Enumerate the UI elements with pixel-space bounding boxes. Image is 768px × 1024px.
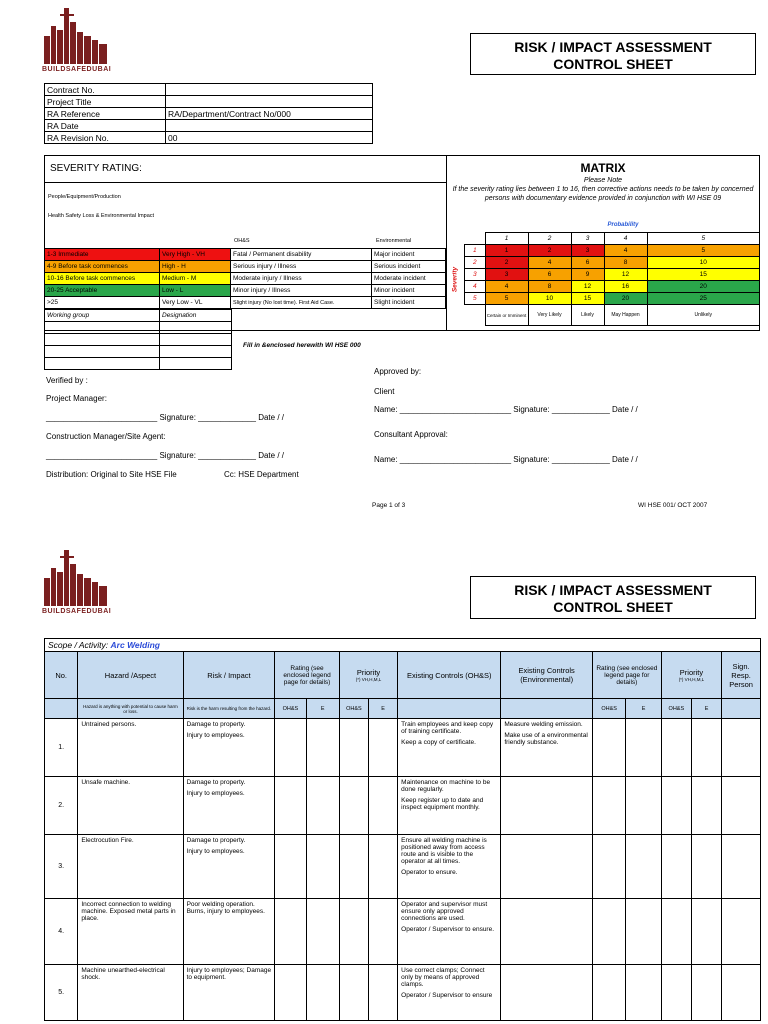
ra-subheader-row: [45, 699, 761, 719]
risk-cell-line: Poor welding operation. Burns, injury to employees.: [186, 901, 265, 915]
controls-env-cell: [501, 965, 593, 1021]
rating-cell: [691, 965, 721, 1021]
matrix-cell: 6: [528, 269, 571, 281]
title-line2: CONTROL SHEET: [553, 599, 673, 615]
hdr-priority-label: Priority: [356, 668, 381, 677]
client-name-line[interactable]: Name: _________________________ Signature: _____________ Date / /: [374, 405, 638, 414]
sev-level: High - H: [160, 261, 231, 273]
scope-value: Arc Welding: [110, 640, 160, 650]
rating-cell: [626, 719, 661, 777]
scope-cell: [45, 639, 761, 652]
controls-ohs-cell: [398, 719, 501, 777]
sub-ohs: OH&S: [593, 699, 626, 719]
risk-note: Risk is the harm resulting from the hazard.: [183, 699, 275, 719]
cm-signature-line[interactable]: _________________________ Signature: _____________ Date / /: [46, 451, 284, 460]
risk-cell: [183, 899, 275, 965]
rating-cell: [275, 777, 306, 835]
risk-cell: [183, 777, 275, 835]
working-group-table: [44, 309, 232, 370]
matrix-cell: 4: [528, 257, 571, 269]
sev-env: Serious incident: [372, 261, 446, 273]
rating-cell: [369, 719, 398, 777]
controls-ohs-cell: [398, 777, 501, 835]
sev-ohs: Serious injury / Illness: [231, 261, 372, 273]
severity-row: [45, 297, 446, 309]
hazard-note: Hazard is anything with potential to cause harm or loss.: [78, 699, 183, 719]
company-logo-2: [42, 548, 112, 618]
rating-cell: [626, 777, 661, 835]
sev-range: 20-25 Acceptable: [45, 285, 160, 297]
prob-label: Unlikely: [647, 305, 760, 326]
ra-row: [45, 719, 761, 777]
info-label: Contract No.: [45, 84, 166, 96]
matrix-title: MATRIX: [580, 161, 626, 175]
matrix-cell: 10: [647, 257, 760, 269]
severity-row-label: 2: [465, 257, 486, 269]
row-number: 3.: [45, 835, 78, 899]
col-ohs-label: OH&S: [234, 238, 250, 244]
controls-env-cell: [501, 899, 593, 965]
hdr-no: No.: [45, 652, 78, 699]
controls-ohs-cell-line: Operator / Supervisor to ensure.: [401, 926, 495, 933]
rating-cell: [593, 719, 626, 777]
info-row: [45, 96, 373, 108]
risk-cell-line: Injury to employees.: [186, 732, 245, 739]
scope-row: [45, 639, 761, 652]
hdr-sign: Sign. Resp. Person: [722, 652, 761, 699]
rating-cell: [661, 835, 691, 899]
hdr-rating2: Rating (see enclosed legend page for details): [593, 652, 662, 699]
matrix-row: [465, 245, 760, 257]
consultant-name-line[interactable]: Name: _________________________ Signature: _____________ Date / /: [374, 455, 638, 464]
sev-level: Very High - VH: [160, 249, 231, 261]
skyline-icon: [42, 6, 112, 64]
sign-cell: [722, 777, 761, 835]
col-env-label: Environmental: [376, 238, 412, 244]
rating-cell: [691, 899, 721, 965]
controls-ohs-cell-line: Operator to ensure.: [401, 869, 458, 876]
severity-row-label: 5: [465, 293, 486, 305]
rating-cell: [626, 835, 661, 899]
info-value: [166, 96, 373, 108]
ra-header-row: [45, 652, 761, 699]
controls-env-cell: [501, 777, 593, 835]
risk-cell-line: Damage to property.: [186, 837, 246, 844]
matrix-cell: 4: [604, 245, 647, 257]
sign-cell: [722, 719, 761, 777]
page-title: [470, 33, 756, 75]
severity-row-label: 1: [465, 245, 486, 257]
prob-col-4: 4: [604, 233, 647, 245]
sev-range: 1-3 Immediate: [45, 249, 160, 261]
rating-cell: [275, 835, 306, 899]
matrix-cell: 4: [485, 281, 528, 293]
controls-ohs-cell-line: Use correct clamps; Connect only by means of approved clamps.: [401, 967, 485, 988]
rating-cell: [593, 777, 626, 835]
prob-label: Likely: [571, 305, 604, 326]
prob-col-2: 2: [528, 233, 571, 245]
logo-text: BUILDSAFEDUBAI: [42, 608, 112, 615]
controls-ohs-cell-line: Ensure all welding machine is positioned away from access route and is visible to the operator at all times.: [401, 837, 487, 865]
probability-label: Probability: [607, 222, 639, 228]
sev-level: Low - L: [160, 285, 231, 297]
row-number: 5.: [45, 965, 78, 1021]
info-value: 00: [166, 132, 373, 144]
info-row: [45, 120, 373, 132]
hdr-priority2-sub: (*) VH,H,M,L: [678, 677, 705, 682]
rating-cell: [339, 719, 368, 777]
pm-signature-line[interactable]: _________________________ Signature: _____________ Date / /: [46, 413, 284, 422]
controls-ohs-cell-line: Keep a copy of certificate.: [401, 739, 476, 746]
rating-cell: [339, 899, 368, 965]
matrix-cell: 3: [571, 245, 604, 257]
controls-ohs-cell-line: Train employees and keep copy of training certificate.: [401, 721, 494, 735]
rating-cell: [369, 965, 398, 1021]
prob-col-5: 5: [647, 233, 760, 245]
hazard-cell: Untrained persons.: [78, 719, 183, 777]
info-label: Project Title: [45, 96, 166, 108]
hdr-hazard: Hazard /Aspect: [78, 652, 183, 699]
info-label: RA Reference: [45, 108, 166, 120]
rating-cell: [275, 719, 306, 777]
rating-cell: [369, 899, 398, 965]
matrix-note: If the severity rating lies between 1 to 16, then corrective actions needs to be taken by concerned persons with documentary evidence provided in conjunction with WI HSE 09: [452, 186, 754, 202]
info-label: RA Date: [45, 120, 166, 132]
matrix-cell: 12: [604, 269, 647, 281]
sign-cell: [722, 899, 761, 965]
sev-level: Very Low - VL: [160, 297, 231, 309]
project-info-table: [44, 83, 373, 144]
rating-cell: [593, 835, 626, 899]
severity-subhead2: Health Safety Loss & Environmental Impact: [48, 213, 155, 219]
row-number: 1.: [45, 719, 78, 777]
matrix-cell: 25: [647, 293, 760, 305]
sev-ohs: Minor injury / Illness: [231, 285, 372, 297]
severity-heading: SEVERITY RATING:: [50, 163, 142, 174]
severity-row: [45, 285, 446, 297]
scope-label: Scope / Activity:: [48, 640, 109, 650]
severity-row: [45, 273, 446, 285]
rating-cell: [691, 835, 721, 899]
info-row: [45, 132, 373, 144]
sev-range: 4-9 Before task commences: [45, 261, 160, 273]
matrix-cell: 5: [485, 293, 528, 305]
sub-e: E: [369, 699, 398, 719]
info-row: [45, 84, 373, 96]
matrix-cell: 15: [647, 269, 760, 281]
severity-row: [45, 261, 446, 273]
sign-cell: [722, 835, 761, 899]
matrix-cell: 20: [647, 281, 760, 293]
rating-cell: [369, 777, 398, 835]
project-manager-label: Project Manager:: [46, 394, 107, 403]
sign-cell: [722, 965, 761, 1021]
risk-cell-line: Injury to employees; Damage to equipment.: [186, 967, 272, 981]
matrix-cell: 9: [571, 269, 604, 281]
consultant-approval-label: Consultant Approval:: [374, 430, 448, 439]
ra-row: [45, 835, 761, 899]
risk-cell: [183, 965, 275, 1021]
severity-axis-text: Severity: [451, 266, 459, 293]
sub-ohs: OH&S: [339, 699, 368, 719]
title-line1: RISK / IMPACT ASSESSMENT: [514, 39, 712, 55]
sev-range: >25: [45, 297, 160, 309]
hdr-priority2: [661, 652, 721, 699]
doc-reference: WI HSE 001/ OCT 2007: [638, 502, 708, 509]
prob-col-1: 1: [485, 233, 528, 245]
risk-cell-line: Injury to employees.: [186, 790, 245, 797]
prob-col-3: 3: [571, 233, 604, 245]
sub-ohs: OH&S: [661, 699, 691, 719]
ra-row: [45, 777, 761, 835]
rating-cell: [691, 719, 721, 777]
info-value: RA/Department/Contract No/000: [166, 108, 373, 120]
hdr-priority: [339, 652, 397, 699]
sub-ohs: OH&S: [275, 699, 306, 719]
hdr-controls-env: Existing Controls (Environmental): [501, 652, 593, 699]
matrix-cell: 6: [571, 257, 604, 269]
risk-cell: [183, 835, 275, 899]
sev-ohs: Slight injury (No lost time). First Aid Case.: [231, 297, 372, 309]
controls-ohs-cell: [398, 965, 501, 1021]
page-number: Page 1 of 3: [372, 502, 406, 509]
row-number: 2.: [45, 777, 78, 835]
rating-cell: [626, 965, 661, 1021]
controls-ohs-cell-line: Operator / Supervisor to ensure: [401, 992, 493, 999]
matrix-cell: 12: [571, 281, 604, 293]
sev-ohs: Fatal / Permanent disability: [231, 249, 372, 261]
severity-subhead1: People/Equipment/Production: [48, 194, 121, 200]
matrix-cell: 3: [485, 269, 528, 281]
sev-env: Slight incident: [372, 297, 446, 309]
rating-cell: [593, 899, 626, 965]
matrix-cell: 20: [604, 293, 647, 305]
working-group-label: Working group: [45, 310, 160, 322]
matrix-cell: 1: [485, 245, 528, 257]
prob-label: Certain or Imminent: [485, 305, 528, 326]
rating-cell: [339, 965, 368, 1021]
logo-text: BUILDSAFEDUBAI: [42, 66, 112, 73]
severity-table: [44, 248, 446, 309]
matrix-row: [465, 293, 760, 305]
title-line1: RISK / IMPACT ASSESSMENT: [514, 582, 712, 598]
ra-row: [45, 899, 761, 965]
sub-e: E: [626, 699, 661, 719]
matrix-cell: 16: [604, 281, 647, 293]
designation-label: Designation: [160, 310, 232, 322]
risk-matrix: [464, 232, 760, 326]
matrix-row: [465, 281, 760, 293]
page-title-2: [470, 576, 756, 619]
controls-ohs-cell-line: Keep register up to date and inspect equipment monthly.: [401, 797, 484, 811]
sev-env: Minor incident: [372, 285, 446, 297]
controls-env-cell-line: Make use of a environmental friendly substance.: [504, 732, 588, 746]
title-line2: CONTROL SHEET: [553, 56, 673, 72]
controls-env-cell: [501, 835, 593, 899]
sub-e: E: [691, 699, 721, 719]
info-value: [166, 84, 373, 96]
info-label: RA Revision No.: [45, 132, 166, 144]
ra-row: [45, 965, 761, 1021]
rating-cell: [691, 777, 721, 835]
rating-cell: [306, 899, 339, 965]
sev-level: Medium - M: [160, 273, 231, 285]
rating-cell: [306, 965, 339, 1021]
matrix-cell: 2: [528, 245, 571, 257]
rating-cell: [306, 719, 339, 777]
rating-cell: [275, 965, 306, 1021]
matrix-please-note: Please Note: [583, 177, 623, 184]
hazard-cell: Machine unearthed-electrical shock.: [78, 965, 183, 1021]
hdr-priority-sub: (*) VH,H,M,L: [355, 677, 382, 682]
matrix-cell: 15: [571, 293, 604, 305]
controls-ohs-cell: [398, 835, 501, 899]
controls-ohs-cell-line: Maintenance on machine to be done regularly.: [401, 779, 491, 793]
matrix-prob-labels-row: [465, 305, 760, 326]
matrix-header-row: [465, 233, 760, 245]
company-logo: [42, 6, 112, 76]
matrix-cell: 8: [604, 257, 647, 269]
risk-cell-line: Damage to property.: [186, 721, 246, 728]
hazard-cell: Unsafe machine.: [78, 777, 183, 835]
rating-cell: [339, 777, 368, 835]
construction-manager-label: Construction Manager/Site Agent:: [46, 432, 166, 441]
sev-env: Moderate incident: [372, 273, 446, 285]
rating-cell: [275, 899, 306, 965]
matrix-cell: 8: [528, 281, 571, 293]
risk-cell-line: Injury to employees.: [186, 848, 245, 855]
sub-e: E: [306, 699, 339, 719]
matrix-cell: 10: [528, 293, 571, 305]
rating-cell: [306, 777, 339, 835]
risk-cell-line: Damage to property.: [186, 779, 246, 786]
rating-cell: [626, 899, 661, 965]
row-number: 4.: [45, 899, 78, 965]
sev-ohs: Moderate injury / Illness: [231, 273, 372, 285]
prob-label: Very Likely: [528, 305, 571, 326]
controls-ohs-cell: [398, 899, 501, 965]
risk-assessment-table: [44, 638, 761, 1021]
fill-note: Fill in &enclosed herewith WI HSE 000: [243, 342, 361, 349]
hdr-priority2-label: Priority: [679, 668, 704, 677]
matrix-cell: 5: [647, 245, 760, 257]
rating-cell: [661, 965, 691, 1021]
hazard-cell: Incorrect connection to welding machine. Exposed metal parts in place.: [78, 899, 183, 965]
sev-range: 10-16 Before task commences: [45, 273, 160, 285]
hdr-controls-ohs: Existing Controls (OH&S): [398, 652, 501, 699]
rating-cell: [661, 719, 691, 777]
skyline-icon: [42, 548, 112, 606]
client-label: Client: [374, 387, 395, 396]
hdr-risk: Risk / Impact: [183, 652, 275, 699]
rating-cell: [369, 835, 398, 899]
sev-env: Major incident: [372, 249, 446, 261]
hazard-cell: Electrocution Fire.: [78, 835, 183, 899]
rating-cell: [339, 835, 368, 899]
matrix-cell: 2: [485, 257, 528, 269]
rating-cell: [593, 965, 626, 1021]
severity-row-label: 3: [465, 269, 486, 281]
hdr-rating: Rating (see enclosed legend page for details): [275, 652, 340, 699]
matrix-row: [465, 257, 760, 269]
info-value: [166, 120, 373, 132]
approved-by-label: Approved by:: [374, 367, 422, 376]
risk-cell: [183, 719, 275, 777]
severity-row: [45, 249, 446, 261]
rating-cell: [306, 835, 339, 899]
info-row: [45, 108, 373, 120]
severity-axis-label: [448, 256, 462, 306]
cc-text: Cc: HSE Department: [224, 470, 299, 479]
rating-cell: [661, 899, 691, 965]
controls-env-cell-line: Measure welding emission.: [504, 721, 583, 728]
verified-by-label: Verified by :: [46, 376, 88, 385]
controls-env-cell: [501, 719, 593, 777]
severity-row-label: 4: [465, 281, 486, 293]
rating-cell: [661, 777, 691, 835]
matrix-row: [465, 269, 760, 281]
controls-ohs-cell-line: Operator and supervisor must ensure only approved connections are used.: [401, 901, 488, 922]
distribution-text: Distribution: Original to Site HSE File: [46, 470, 177, 479]
prob-label: May Happen: [604, 305, 647, 326]
